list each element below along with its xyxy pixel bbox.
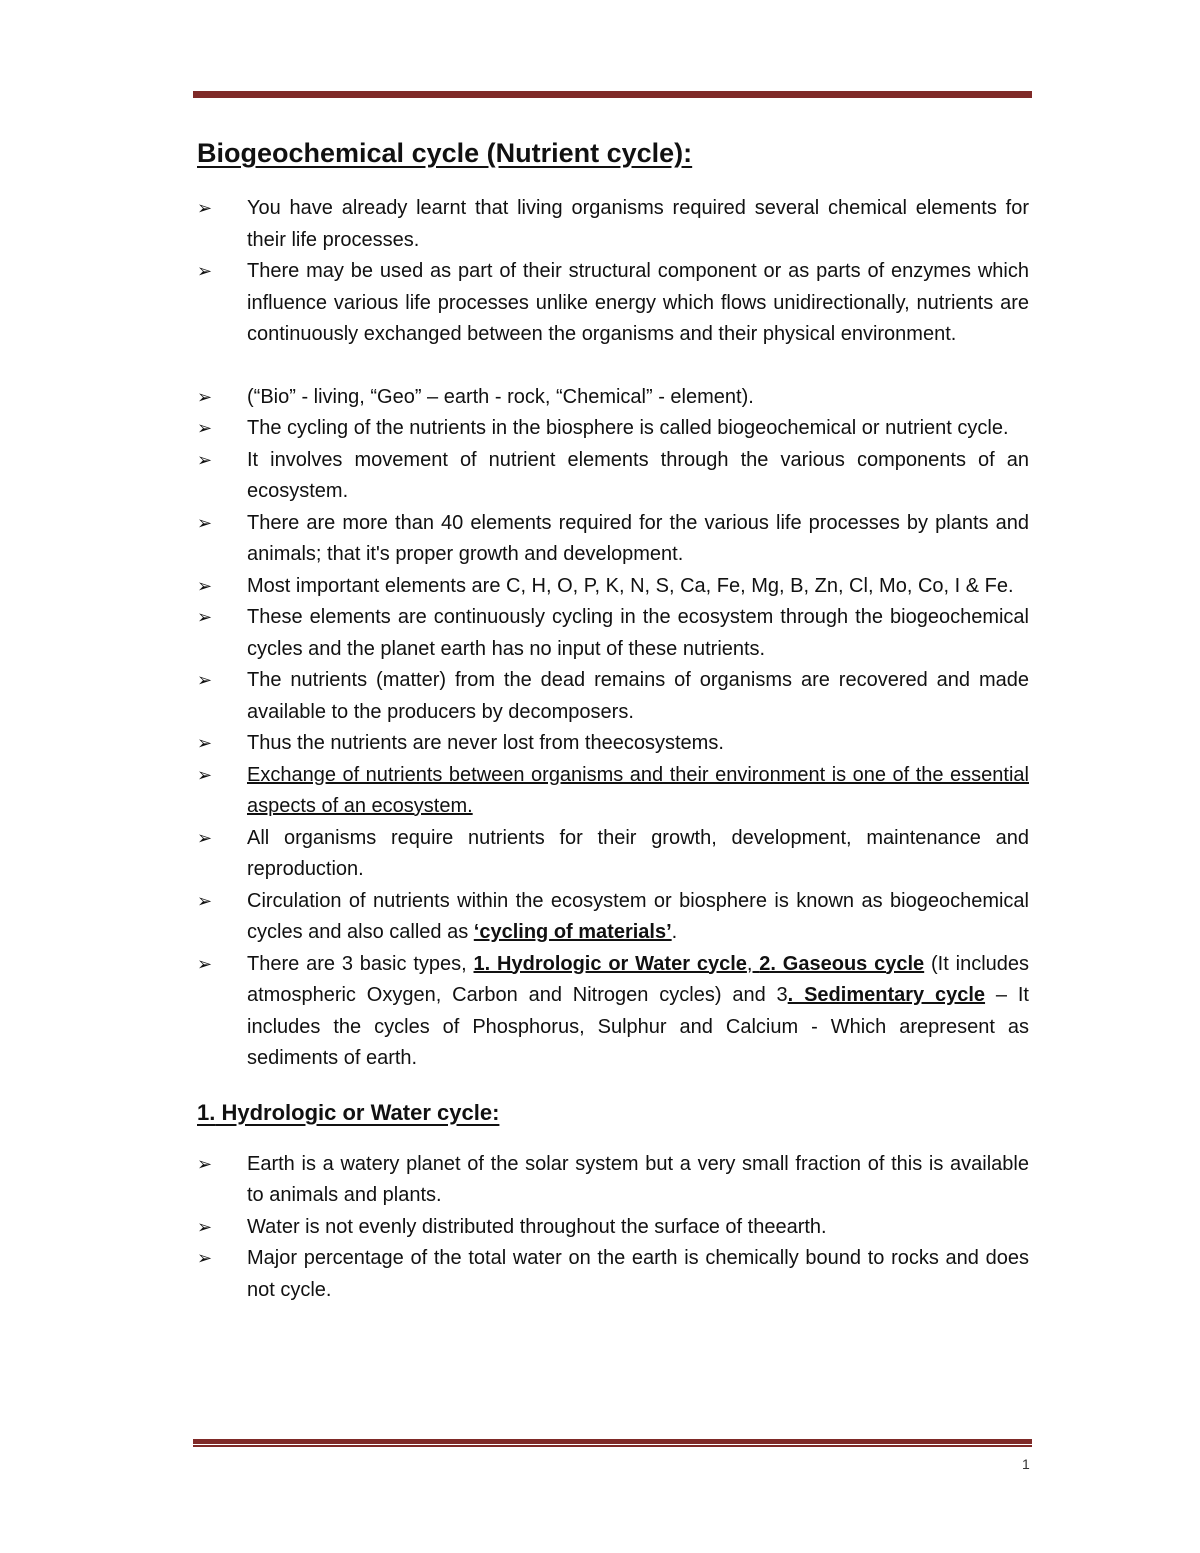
- underlined-statement: Exchange of nutrients between organisms and their environment is one of the essential aspects of an ecosystem.: [247, 763, 1029, 817]
- arrowhead-bullet-icon: ➢: [197, 261, 213, 282]
- cycle-type-3: . Sedimentary cycle: [787, 984, 986, 1006]
- section-heading: 1. Hydrologic or Water cycle:: [197, 1099, 500, 1125]
- arrowhead-bullet-icon: ➢: [197, 449, 213, 471]
- header-rule: [193, 91, 1032, 98]
- arrowhead-bullet-icon: ➢: [197, 1153, 213, 1175]
- list-item: ➢ The cycling of the nutrients in the biosphere is called biogeochemical or nutrient cycle.: [197, 413, 1029, 445]
- footer-rule: [193, 1439, 1032, 1447]
- cycle-type-2: 2. Gaseous cycle: [759, 952, 925, 975]
- list-item: ➢ Major percentage of the total water on the earth is chemically bound to rocks and does not cycle.: [197, 1243, 1029, 1306]
- list-item: ➢ Thus the nutrients are never lost from theecosystems.: [197, 728, 1029, 760]
- list-item: ➢ There are more than 40 elements required for the various life processes by plants and animals; that it's proper growth and development.: [197, 508, 1029, 571]
- arrowhead-bullet-icon: ➢: [197, 764, 213, 786]
- arrowhead-bullet-icon: ➢: [197, 607, 213, 628]
- list-item: ➢ There may be used as part of their structural component or as parts of enzymes which influence various life processes unlike energy which flows unidirectionally, nutrients are continuously exchanged between the organisms and their physical environment.: [197, 256, 1029, 351]
- arrowhead-bullet-icon: ➢: [197, 198, 213, 219]
- arrowhead-bullet-icon: ➢: [197, 1216, 213, 1238]
- page-number: 1: [1022, 1456, 1030, 1472]
- list-item: ➢ (“Bio” - living, “Geo” – earth - rock, “Chemical” - element).: [197, 382, 1029, 414]
- list-item: ➢ Most important elements are C, H, O, P, K, N, S, Ca, Fe, Mg, B, Zn, Cl, Mo, Co, I & Fe.: [197, 571, 1029, 603]
- list-item: ➢ Water is not evenly distributed throughout the surface of theearth.: [197, 1212, 1029, 1244]
- list-item: ➢ These elements are continuously cycling in the ecosystem through the biogeochemical cycles and the planet earth has no input of these nutrients.: [197, 602, 1029, 665]
- emphasis-term: ‘cycling of materials’: [473, 921, 672, 943]
- list-item: ➢ There are 3 basic types, 1. Hydrologic or Water cycle, 2. Gaseous cycle (It includes atmospheric Oxygen, Carbon and Nitrogen cycles) and 3. Sedimentary cycle – It includes the cycles of Phosphorus, Sulphur and Calcium - Which arepresent as sediments of earth.: [197, 949, 1029, 1075]
- intro-bullet-list: [197, 193, 1029, 351]
- list-item: ➢ Earth is a watery planet of the solar system but a very small fraction of this is available to animals and plants.: [197, 1149, 1029, 1212]
- list-item: ➢ It involves movement of nutrient elements through the various components of an ecosystem.: [197, 445, 1029, 508]
- list-item: ➢ The nutrients (matter) from the dead remains of organisms are recovered and made available to the producers by decomposers.: [197, 665, 1029, 728]
- list-item: [197, 760, 1029, 823]
- arrowhead-bullet-icon: ➢: [197, 1248, 213, 1269]
- list-item: ➢ Circulation of nutrients within the ecosystem or biosphere is known as biogeochemical cycles and also called as ‘cycling of materials’.: [197, 886, 1029, 949]
- main-bullet-list: [197, 382, 1029, 1075]
- arrowhead-bullet-icon: ➢: [197, 418, 213, 439]
- arrowhead-bullet-icon: ➢: [197, 827, 213, 849]
- arrowhead-bullet-icon: ➢: [197, 953, 213, 975]
- list-item: ➢ All organisms require nutrients for their growth, development, maintenance and reproduction.: [197, 823, 1029, 886]
- section-bullet-list: [197, 1149, 1029, 1307]
- document-body: [197, 133, 1029, 1306]
- page-title: Biogeochemical cycle (Nutrient cycle):: [197, 138, 693, 168]
- arrowhead-bullet-icon: ➢: [197, 386, 213, 408]
- arrowhead-bullet-icon: ➢: [197, 890, 213, 912]
- cycle-type-1: 1. Hydrologic or Water cycle: [473, 952, 747, 975]
- arrowhead-bullet-icon: ➢: [197, 733, 213, 754]
- arrowhead-bullet-icon: ➢: [197, 512, 213, 534]
- list-item: ➢ You have already learnt that living organisms required several chemical elements for their life processes.: [197, 193, 1029, 256]
- arrowhead-bullet-icon: ➢: [197, 575, 213, 597]
- arrowhead-bullet-icon: ➢: [197, 670, 213, 691]
